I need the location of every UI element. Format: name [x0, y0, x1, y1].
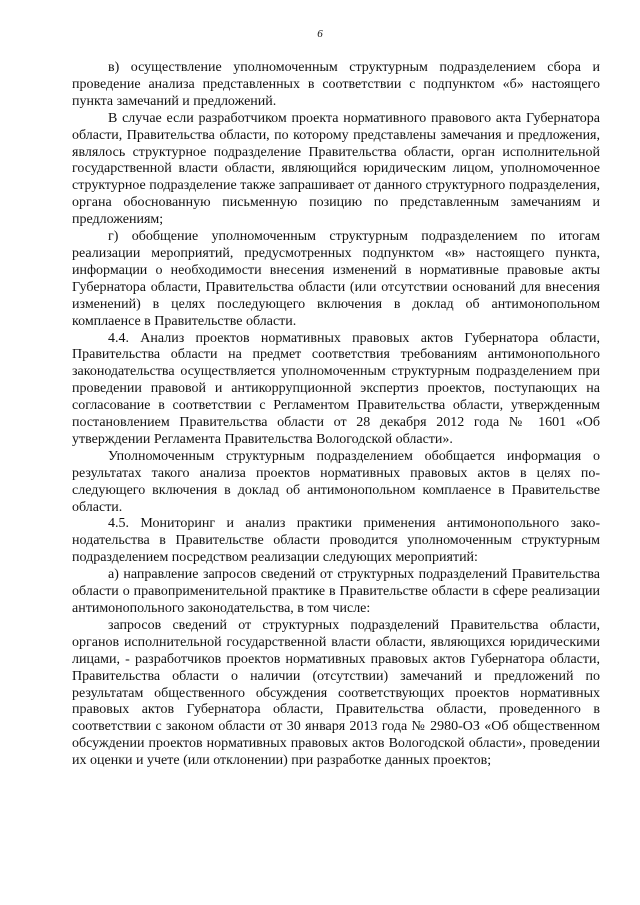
paragraph-requests-details: запросов сведений от структурных подразделений Правительства области, органов исполнительной государственной власти области, являющихся юридическими лицами, - разработчиков проектов нормативных правовых актов Губернатора области, Правительства области о наличии (отсутствии) замечаний и предложений по результатам общественного обсуждения соответствующих проектов нормативных правовых актов Губернатора области, Правительства области, проведенного в соответствии с законом области от 30 января 2013 года № 2980-ОЗ «Об общественном обсуждении проектов нормативных правовых актов Вологодской области», проведении их оценки и учете (или отклонении) при разработке данных проектов; [72, 617, 600, 769]
paragraph-a-requests: а) направление запросов сведений от структурных подразделений Правительства области о правоприменительной практике в Правительстве области в сфере реализации антимонопольного законодательства, в том числе: [72, 567, 600, 616]
paragraph-developer-case: В случае если разработчиком проекта нормативного правового акта Губернатора области, Правительства области, по которому представлены замечания и предложения, являлось структурное подразделение Правительства области, орган исполнительной государственной власти области, являющийся юридическим лицом, уполномоченное структурное подразделение также запрашивает от данного структурного подразделения, органа обоснованную письменную позицию по представленным замечаниям и предложениям; [72, 110, 600, 228]
paragraph-v-collection-analysis: в) осуществление уполномоченным структурным подразделением сбора и проведение анализа представленных в соответствии с подпунктом «б» настоящего пункта замечаний и предложений. [72, 60, 600, 109]
page-number: 6 [317, 28, 323, 40]
paragraph-4-4-draft-analysis: 4.4. Анализ проектов нормативных правовых актов Губернатора области, Правительства области на предмет соответствия требованиям антимонопольного законодательства осуществляется уполномоченным структурным подразделением при проведении правовой и антикоррупционной экспертиз проектов, поступающих на согласование в соответствии с Регламентом Правительства области, утвержденным постановлением Правительства области от 28 декабря 2012 года № 1601 «Об утверждении Регламента Правительства Вологодской области». [72, 330, 600, 447]
paragraph-analysis-results: Уполномоченным структурным подразделением обобщается информация о результатах такого анализа проектов нормативных правовых актов в целях последующего включения в доклад об антимонопольном комплаенсе в Правительстве области. [72, 448, 600, 515]
paragraph-4-5-monitoring: 4.5. Мониторинг и анализ практики применения антимонопольного законодательства в Правительстве области проводится уполномоченным структурным подразделением посредством реализации следующих мероприятий: [72, 516, 600, 566]
paragraph-g-generalization: г) обобщение уполномоченным структурным подразделением по итогам реализации мероприятий, предусмотренных подпунктом «в» настоящего пункта, информации о необходимости внесения изменений в нормативные правовые акты Губернатора области, Правительства области (или отсутствии оснований для внесения изменений) в целях последующего включения в доклад об антимонопольном комплаенсе в Правительстве области. [72, 229, 600, 329]
document-body [72, 60, 600, 770]
